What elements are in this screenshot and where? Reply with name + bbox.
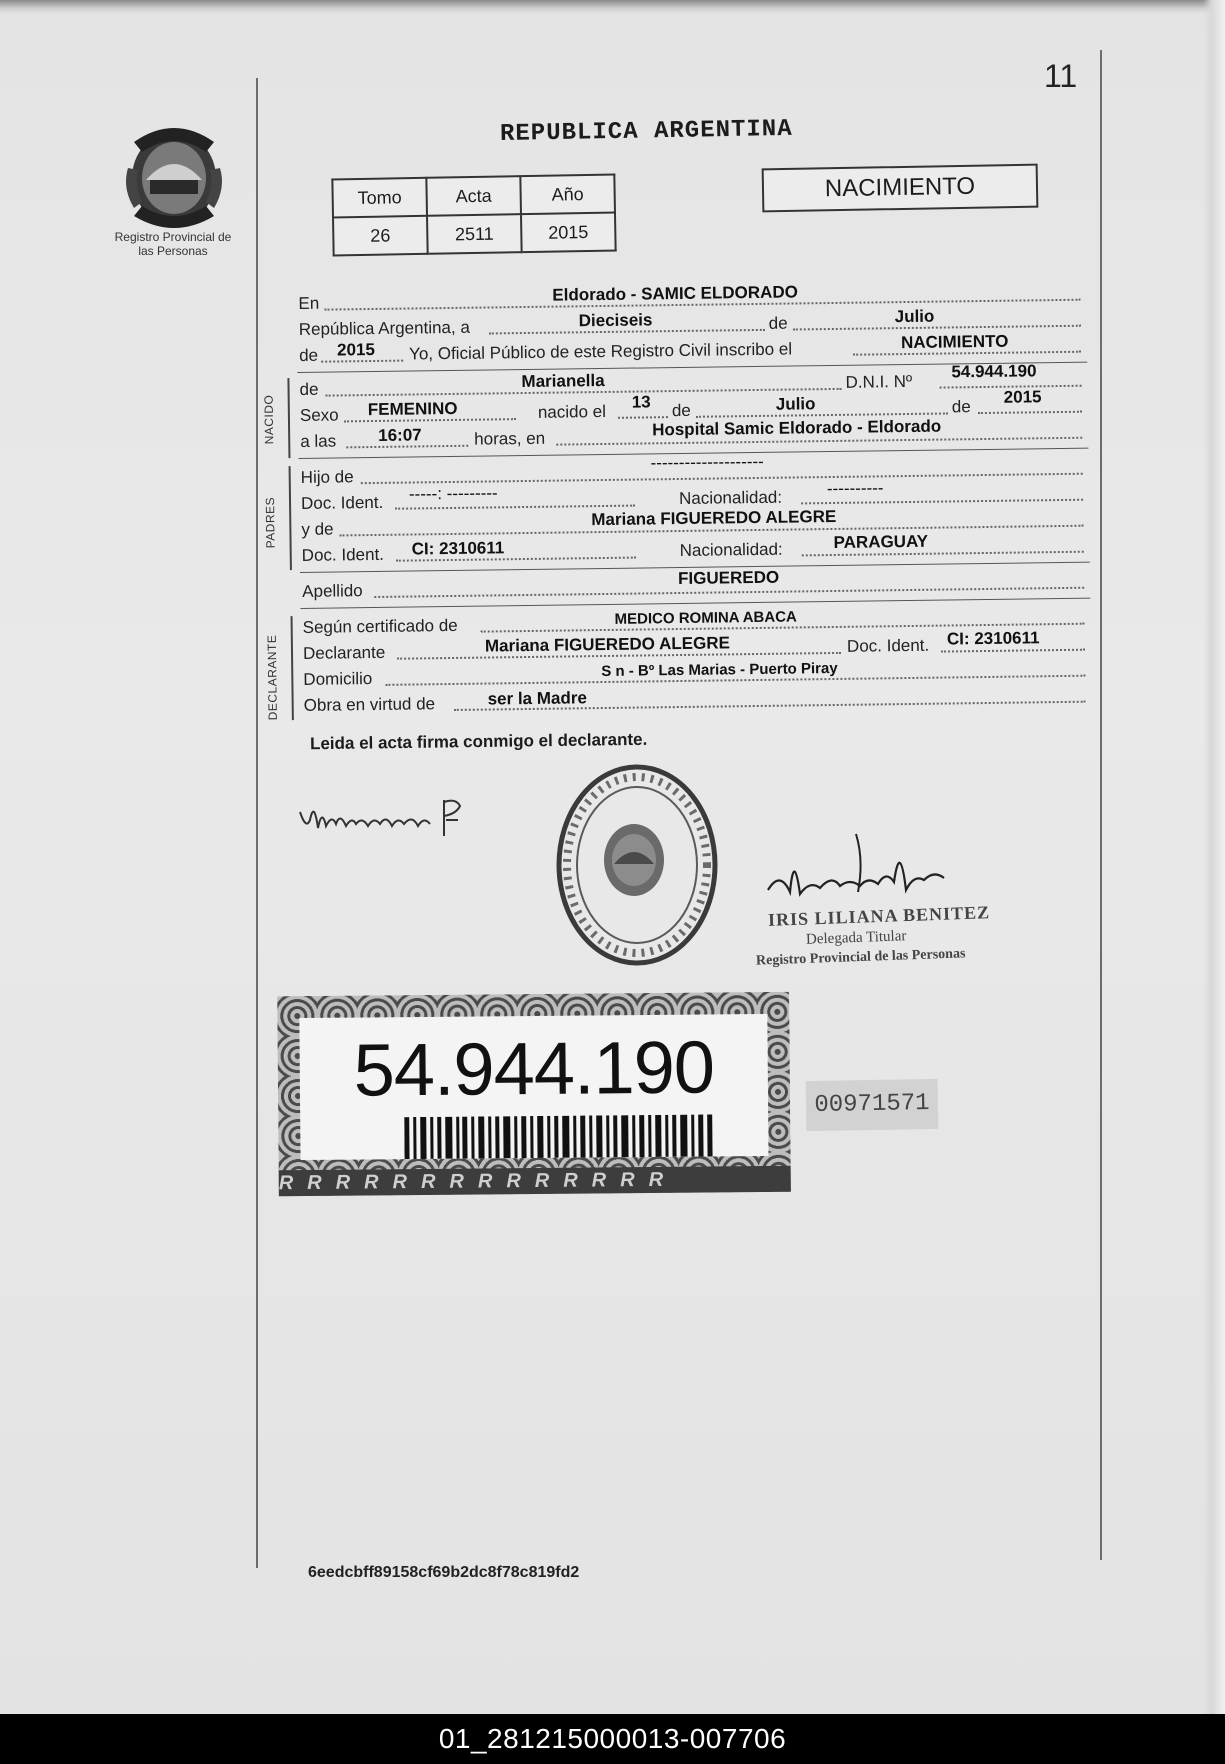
province-crest-logo	[120, 118, 228, 236]
inscribo-value: NACIMIENTO	[900, 331, 1009, 353]
en-label: En	[298, 293, 320, 313]
nacionalidad2-label: Nacionalidad:	[679, 539, 783, 561]
father-doc-value: -----: ---------	[408, 483, 498, 504]
doc1-label: Doc. Ident.	[300, 492, 384, 513]
dotted-line	[374, 587, 1084, 598]
nacido-el-label: nacido el	[537, 401, 607, 422]
sexo-value: FEMENINO	[367, 398, 458, 420]
de-year-label: de	[298, 345, 319, 365]
page-number: 11	[1044, 58, 1078, 94]
birth-month-value: Julio	[775, 394, 816, 414]
tomo-header: Tomo	[332, 178, 427, 218]
acta-value: 2511	[427, 214, 522, 254]
child-name-value: Marianella	[521, 370, 605, 392]
watermark-letter: R	[307, 1171, 336, 1194]
de-label: de	[768, 313, 788, 333]
document-hash: 6eedcbff89158cf69b2dc8f78c819fd2	[308, 1564, 580, 1581]
registry-seal	[552, 760, 722, 970]
birth-day-value: 13	[631, 392, 651, 412]
day-value: Dieciseis	[578, 310, 653, 331]
registry-label: Registro Provincial de las Personas	[114, 230, 232, 258]
horas-label: horas, en	[474, 428, 546, 449]
mother-doc-value: CI: 2310611	[411, 538, 505, 559]
certificado-value: MEDICO ROMINA ABACA	[614, 608, 797, 628]
y-de-label: y de	[301, 519, 334, 539]
watermark-letter: R	[648, 1168, 678, 1192]
watermark-letter: R	[534, 1169, 564, 1192]
official-name: IRIS LILIANA BENITEZ	[767, 902, 991, 930]
declarante-value: Mariana FIGUEREDO ALEGRE	[484, 633, 731, 656]
mother-value: Mariana FIGUEREDO ALEGRE	[591, 506, 837, 530]
declarante-label: Declarante	[302, 642, 386, 663]
declarante-doc-value: CI: 2310611	[946, 628, 1040, 649]
anio-header: Año	[520, 175, 615, 215]
serial-number-label: 00971571	[806, 1079, 939, 1131]
reference-table	[331, 174, 616, 257]
doc2-label: Doc. Ident.	[301, 544, 385, 565]
closing-statement: Leida el acta firma conmigo el declarante.	[309, 729, 648, 754]
en-value: Eldorado - SAMIC ELDORADO	[552, 282, 799, 305]
birth-de-label: de	[671, 400, 691, 421]
sticker-dni-number: 54.944.190	[353, 1025, 715, 1112]
sticker-watermark-row	[279, 1166, 791, 1196]
row-apellido	[300, 567, 1090, 602]
watermark-letter: R	[335, 1171, 365, 1194]
birth-year-value: 2015	[1003, 387, 1042, 407]
month-value: Julio	[894, 306, 935, 327]
official-office: Registro Provincial de las Personas	[755, 946, 966, 969]
tomo-value: 26	[333, 216, 428, 256]
watermark-letter: R	[477, 1170, 507, 1193]
nacido-side-bar	[287, 378, 290, 458]
dni-label: D.N.I. Nº	[845, 371, 913, 392]
time-value: 16:07	[378, 425, 422, 445]
nacionalidad1-label: Nacionalidad:	[678, 487, 783, 509]
row-inscribo	[297, 331, 1087, 366]
watermark-letter: R	[620, 1169, 649, 1192]
domicilio-label: Domicilio	[303, 669, 373, 689]
acta-header: Acta	[426, 176, 521, 216]
republica-label: República Argentina, a	[298, 317, 470, 339]
birth-record-form	[261, 260, 1086, 721]
declarante-doc-label: Doc. Ident.	[846, 635, 930, 656]
apellido-value: FIGUEREDO	[677, 567, 780, 589]
scan-filename-bar: 01_281215000013-007706	[0, 1714, 1225, 1764]
year-value: 2015	[336, 339, 375, 360]
dni-value: 54.944.190	[951, 361, 1037, 382]
watermark-letter: R	[506, 1169, 535, 1193]
row-obra	[302, 684, 1092, 716]
padres-side-bar	[289, 466, 292, 570]
act-type-box: NACIMIENTO	[762, 164, 1039, 213]
dotted-line	[395, 505, 635, 510]
hijo-label: Hijo de	[300, 467, 354, 487]
watermark-letter: R	[449, 1170, 479, 1193]
declarante-section-label: DECLARANTE	[264, 634, 280, 721]
dotted-line	[978, 411, 1082, 414]
reference-header-row	[332, 175, 615, 218]
scan-top-shadow	[0, 0, 1225, 14]
watermark-letter: R	[591, 1169, 621, 1192]
father-value: --------------------	[650, 451, 764, 473]
dotted-line	[618, 416, 668, 419]
watermark-letter: R	[364, 1171, 393, 1194]
watermark-letter: R	[278, 1171, 308, 1195]
watermark-letter: R	[563, 1169, 592, 1192]
obra-label: Obra en virtud de	[303, 694, 436, 715]
left-margin-line	[256, 78, 258, 1568]
domicilio-value: S n - Bº Las Marias - Puerto Piray	[601, 659, 838, 681]
anio-value: 2015	[521, 213, 616, 253]
watermark-letter: R	[392, 1170, 422, 1194]
sticker-label	[299, 1014, 768, 1160]
dni-sticker	[277, 992, 791, 1196]
watermark-letter: R	[420, 1170, 450, 1193]
declarante-side-bar	[291, 616, 294, 720]
birth-de-year-label: de	[951, 397, 971, 417]
row-doc2	[300, 531, 1090, 566]
mother-nacionalidad-value: PARAGUAY	[833, 531, 929, 552]
a-las-label: a las	[300, 431, 337, 451]
nacido-de-label: de	[299, 379, 319, 399]
padres-section-label: PADRES	[262, 496, 278, 549]
dotted-line	[801, 499, 1083, 505]
dotted-line	[793, 325, 1081, 331]
nacido-section-label: NACIDO	[261, 394, 277, 445]
official-role: Delegada Titular	[805, 928, 907, 948]
row-hora	[298, 416, 1088, 452]
barcode	[404, 1114, 714, 1159]
reference-value-row	[333, 213, 616, 256]
father-nacionalidad-value: ----------	[826, 478, 884, 499]
right-margin-line	[1100, 50, 1102, 1560]
obra-value: ser la Madre	[487, 688, 587, 709]
inscribo-label: Yo, Oficial Público de este Registro Civil inscribo el	[408, 339, 793, 364]
scan-right-edge	[1203, 0, 1225, 1714]
declarante-signature	[296, 790, 496, 850]
apellido-label: Apellido	[302, 581, 363, 601]
document-title: REPUBLICA ARGENTINA	[499, 115, 793, 148]
sexo-label: Sexo	[299, 405, 339, 425]
birth-place-value: Hospital Samic Eldorado - Eldorado	[651, 416, 942, 440]
official-signature	[760, 830, 960, 910]
certificado-label: Según certificado de	[302, 615, 458, 637]
